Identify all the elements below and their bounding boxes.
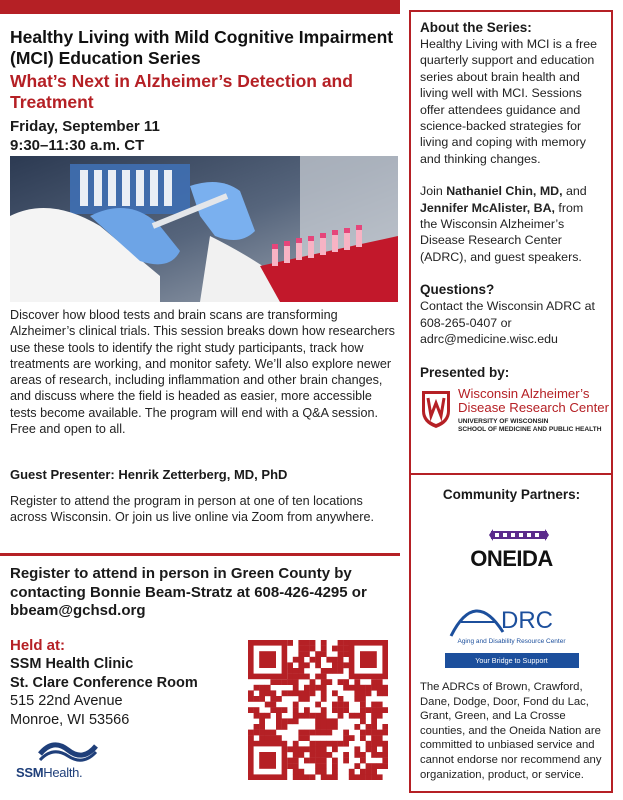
adrc-arch-icon <box>445 592 579 638</box>
session-description: Discover how blood tests and brain scans are transforming Alzheimer’s clinical trials. This session breaks down how researchers use these tools to identify the right study participants, track how treatments are working, and monitor safety. We’ll also explore newer areas of research, including inflammation and other brain changes, and discuss where the field is headed as easier, more accessible tests become available. The program will end with a Q&A session. Free and open to all. <box>10 308 395 437</box>
lab-photo-illustration <box>10 156 398 302</box>
about-panel <box>409 10 613 475</box>
oneida-wordmark: ONEIDA <box>470 546 553 571</box>
questions-heading: Questions? <box>420 282 495 298</box>
wisconsin-adrc-logo <box>420 385 609 433</box>
header <box>10 14 398 155</box>
ssm-health-logo <box>16 740 126 784</box>
adrc-partner-logo <box>445 592 579 672</box>
venue-street: 515 22nd Avenue <box>10 693 123 709</box>
adrc-logo-sub: UNIVERSITY OF WISCONSIN SCHOOL OF MEDICINE AND PUBLIC HEALTH <box>458 417 602 433</box>
venue-name: SSM Health Clinic <box>10 656 134 672</box>
partners-heading: Community Partners: <box>442 487 581 502</box>
oneida-logo <box>420 526 603 578</box>
join-text: Join Nathaniel Chin, MD, and Jennifer McAlister, BA, from the Wisconsin Alzheimer’s Disease Research Center (ADRC), and guest speakers. <box>420 184 587 264</box>
presented-heading: Presented by: <box>420 364 510 380</box>
adrc-partner-tagline: Your Bridge to Support <box>445 653 579 668</box>
oneida-emblem-icon <box>489 526 549 544</box>
about-heading: About the Series: <box>420 20 532 35</box>
questions-text: Contact the Wisconsin ADRC at 608-265-0407 or <box>420 299 595 330</box>
qr-code[interactable] <box>248 640 388 780</box>
uw-crest-icon <box>420 387 452 429</box>
contact-email[interactable]: adrc@medicine.wisc.edu <box>420 332 558 347</box>
event-time: 9:30–11:30 a.m. CT <box>10 137 145 154</box>
qr-code-graphic <box>248 640 388 780</box>
top-red-rule <box>0 0 400 14</box>
event-date: Friday, September 11 <box>10 118 160 135</box>
about-text: Healthy Living with MCI is a free quarterly support and education series about brain health and living well with MCI. Sessions offer attendees guidance and science-backed strategies for living and coping with memory and thinking changes. <box>420 37 597 166</box>
venue-block <box>10 637 198 729</box>
venue-label: Held at: <box>10 637 66 654</box>
register-info: Register to attend the program in person at one of ten locations across Wisconsin. Or join us live online via Zoom from anywhere. <box>10 494 374 525</box>
series-title: Healthy Living with Mild Cognitive Impairment (MCI) Education Series <box>10 27 394 68</box>
lab-photo <box>10 156 398 302</box>
session-title: What’s Next in Alzheimer’s Detection and Treatment <box>10 71 353 112</box>
ssm-logo-text: SSMHealth. <box>16 765 83 780</box>
guest-presenter: Guest Presenter: Henrik Zetterberg, MD, PhD <box>10 467 288 482</box>
venue-room: St. Clare Conference Room <box>10 674 198 691</box>
svg-text:DRC: DRC <box>500 607 553 634</box>
adrc-logo-name: Wisconsin Alzheimer’s Disease Research Center <box>458 385 609 415</box>
partners-panel <box>409 475 613 793</box>
divider-rule <box>0 553 400 556</box>
ssm-wave-icon <box>38 740 98 762</box>
venue-city: Monroe, WI 53566 <box>10 711 130 728</box>
partners-disclaimer: The ADRCs of Brown, Crawford, Dane, Dodge, Door, Fond du Lac, Grant, Green, and La Crosse counties, and the Oneida Nation are committed to unbiased service and cannot endorse nor recommend any organization, product, or service. <box>420 681 602 781</box>
green-county-registration: Register to attend in person in Green County by contacting Bonnie Beam-Stratz at 608-426-4295 or bbeam@gchsd.org <box>10 565 367 619</box>
adrc-partner-sub: Aging and Disability Resource Center <box>457 638 566 645</box>
